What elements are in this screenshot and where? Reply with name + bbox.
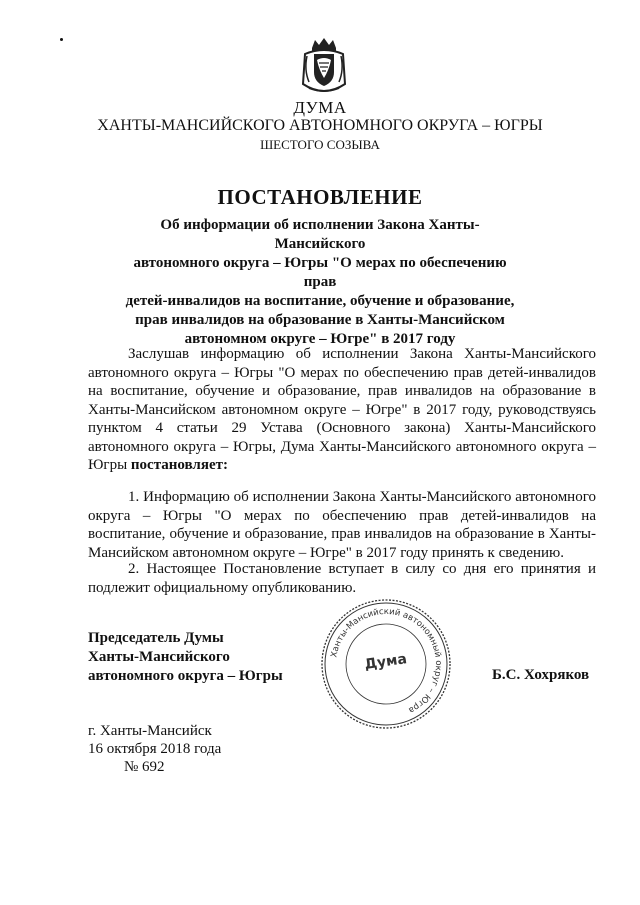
date: 16 октября 2018 года bbox=[88, 741, 222, 757]
official-stamp bbox=[320, 598, 452, 730]
subject-line: автономном округе – Югре" в 2017 году bbox=[184, 331, 456, 347]
subject-line: детей-инвалидов на воспитание, обучение и образование, bbox=[125, 293, 515, 309]
organization-name: ДУМА bbox=[293, 98, 347, 117]
resolution-item-1: 1. Информацию об исполнении Закона Ханты-Мансийского автономного округа – Югры "О мерах по обеспечению прав детей-инвалидов на воспитание, обучение и образование, прав инвалидов на образование в Ханты-Мансийском автономном округе – Югре" в 2017 году принять к сведению. bbox=[88, 489, 596, 561]
stamp-ring-text: Ханты-Мансийский автономный округ – Югра bbox=[329, 606, 444, 716]
place-date-number bbox=[88, 722, 221, 776]
signatory-name: Б.С. Хохряков bbox=[492, 667, 590, 683]
coat-of-arms-icon bbox=[301, 36, 347, 98]
position-line: автономного округа – Югры bbox=[88, 668, 283, 684]
resolution-item-2: 2. Настоящее Постановление вступает в силу со дня его принятия и подлежит официальному опубликованию. bbox=[88, 561, 596, 596]
document-subject bbox=[120, 216, 520, 349]
document-type-title: ПОСТАНОВЛЕНИЕ bbox=[217, 185, 423, 209]
subject-line: прав инвалидов на образование в Ханты-Мансийском bbox=[135, 312, 505, 328]
subject-line: Об информации об исполнении Закона Ханты-Мансийского bbox=[160, 217, 480, 252]
position-line: Председатель Думы bbox=[88, 630, 224, 646]
preamble-text: Заслушав информацию об исполнении Закона Ханты-Мансийского автономного округа – Югры "О мерах по обеспечению прав детей-инвалидов на воспитание, обучение и образование, прав инвалидов на образование в Ханты-Мансийском автономном округе – Югре" в 2017 году, руководствуясь пунктом 4 статьи 29 Устава (Основного закона) Ханты-Мансийского автономного округа – Югры, Дума Ханты-Мансийского автономного округа – Югры bbox=[88, 346, 596, 473]
district-name: ХАНТЫ-МАНСИЙСКОГО АВТОНОМНОГО ОКРУГА – ЮГРЫ bbox=[97, 117, 543, 134]
stamp-center-text: Дума bbox=[363, 651, 408, 673]
document-number: № 692 bbox=[124, 759, 165, 775]
resolves-word: постановляет: bbox=[130, 457, 228, 473]
convocation: ШЕСТОГО СОЗЫВА bbox=[260, 137, 380, 152]
scan-speck bbox=[60, 38, 63, 41]
position-line: Ханты-Мансийского bbox=[88, 649, 230, 665]
signatory-position bbox=[88, 629, 283, 686]
preamble-paragraph bbox=[88, 345, 596, 475]
city: г. Ханты-Мансийск bbox=[88, 723, 212, 739]
subject-line: автономного округа – Югры "О мерах по обеспечению прав bbox=[133, 255, 507, 290]
